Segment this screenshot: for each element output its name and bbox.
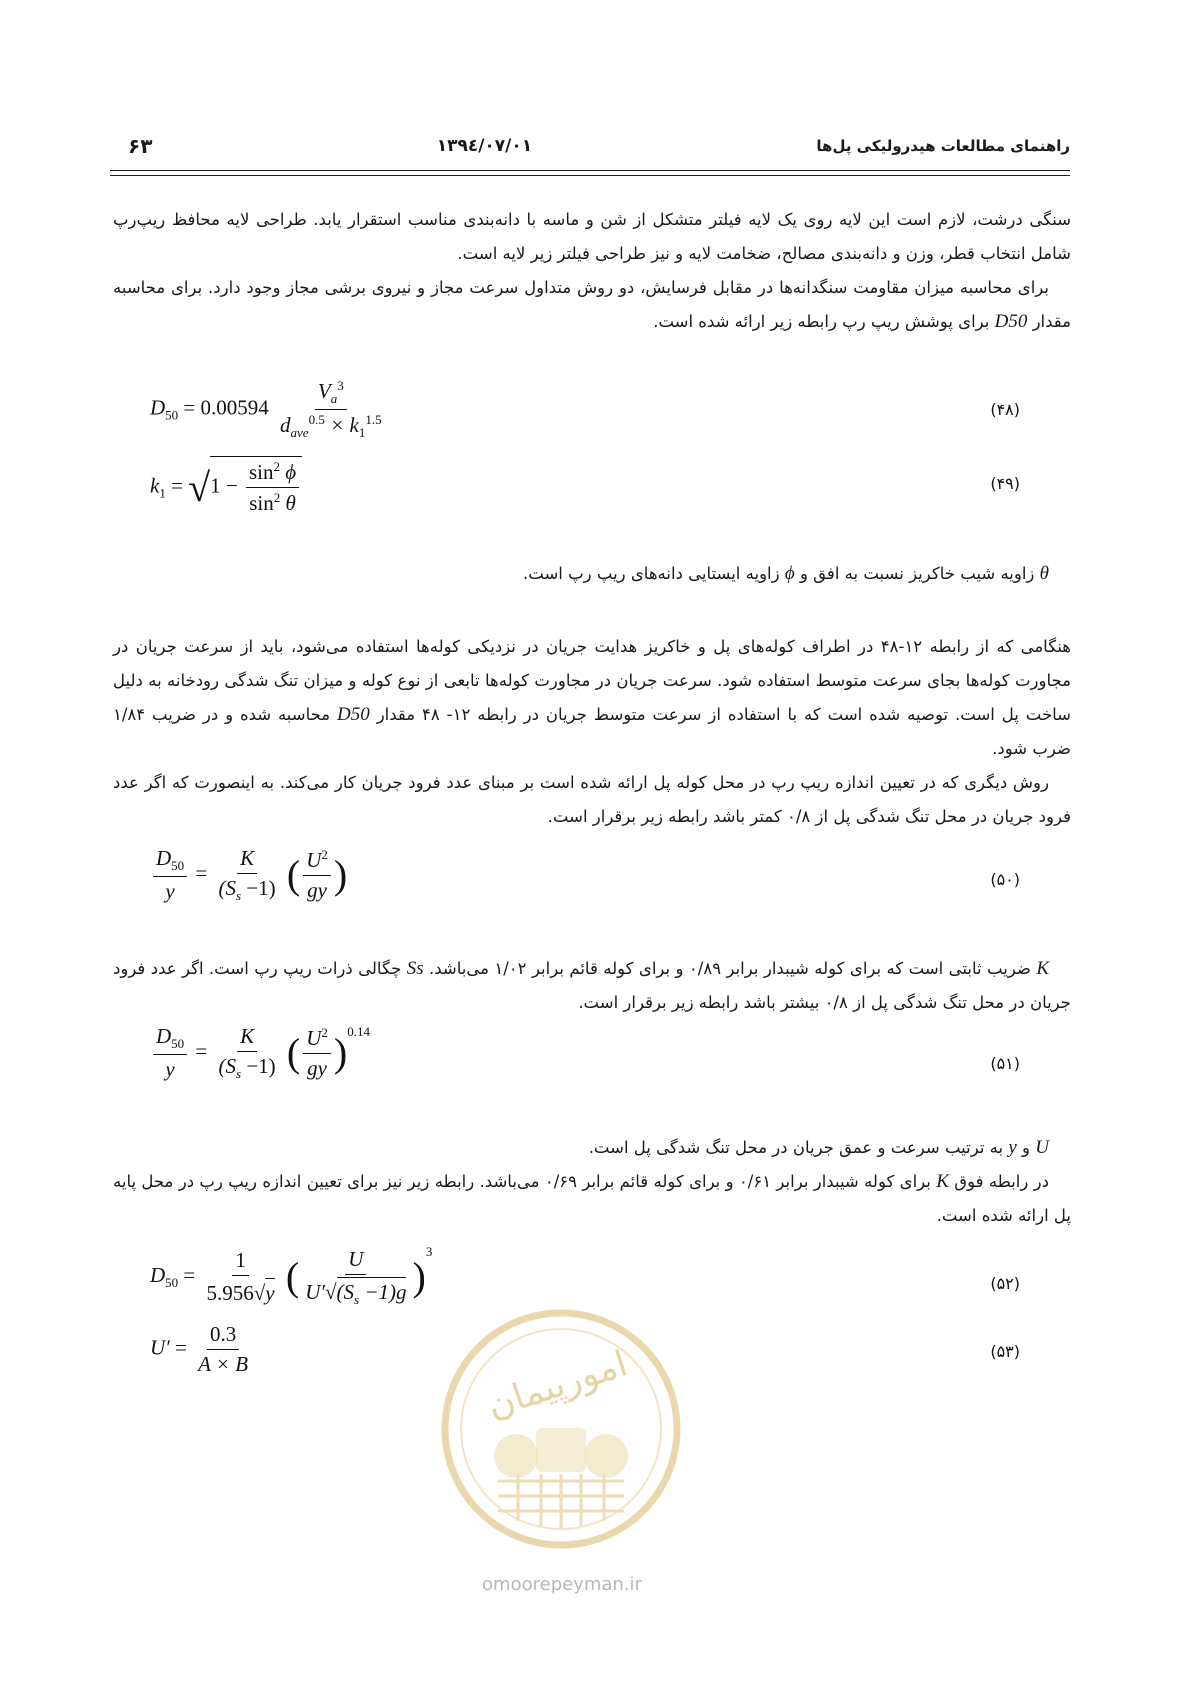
theta-desc-text1: زاویه شیب خاکریز نسبت به افق و: [799, 564, 1035, 583]
watermark-url: omoorepeyman.ir: [482, 1574, 642, 1595]
para3-line2: سرعت جریان در مجاورت کوله‌ها بجای سرعت متوسط استفاده شود. سرعت جریان در مجاورت کوله‌ها تابعی از نوع کوله و: [113, 637, 1071, 690]
equation-49: $k_1 = √1$ − $\frac{\sin^2 \phi}{\sin^2 \theta}$ (۴۹): [150, 456, 1070, 516]
equation-number-52: (۵۲): [990, 1274, 1020, 1293]
header-rule-top: [110, 170, 1070, 171]
equation-52: $D_{50}$ = $\frac{1}{5.956√y}$ ( $\frac{U}{U'√(S_s -1)g}$ )$^3$ (۵۲): [150, 1244, 1020, 1307]
var-d50: D50: [994, 311, 1028, 332]
equation-number-48: (۴۸): [990, 400, 1020, 419]
var-y: y: [1008, 1137, 1017, 1158]
equation-number-51: (۵۱): [990, 1054, 1020, 1073]
equation-51: $\frac{D_{50}}{y}$ = $\frac{K}{(S_s -1)}$ ( $\frac{U^2}{gy}$ )$^{0.14}$ (۵۱): [150, 1024, 1070, 1104]
var-ss: Ss: [406, 958, 424, 979]
var-phi: ϕ: [784, 563, 795, 584]
header-rule-bottom: [110, 175, 1070, 176]
equation-number-50: (۵۰): [990, 870, 1020, 889]
page-number: ۶۳: [128, 134, 153, 158]
para6-text1: و: [1022, 1138, 1031, 1157]
var-theta: θ: [1039, 563, 1049, 584]
para7-line2: ریپ رپ در محل پایه پل ارائه شده است.: [113, 1172, 1071, 1225]
var-u: U: [1035, 1137, 1049, 1158]
para5-text2: چگالی ذرات ریپ رپ: [254, 959, 402, 978]
paragraph-froude: [113, 766, 1071, 834]
paragraph-theta: [113, 557, 1071, 591]
para4-line2: اینصورت که اگر عدد فرود جریان در محل تنگ شدگی پل از ۰/۸ کمتر باشد رابطه زیر برقرار است.: [113, 773, 1071, 826]
header-date: ۱۳۹٤/۰۷/۰۱: [436, 136, 533, 156]
para1-line1: سنگی درشت، لازم است این لایه روی یک لایه فیلتر متشکل از شن و ماسه با دانه‌بندی مناسب استقرار یابد. طراحی لایه: [226, 210, 1072, 229]
var-k-2: K: [936, 1171, 949, 1192]
paragraph-filter: [113, 203, 1071, 271]
para7-line1b: برای کوله شیبدار برابر ۰/۶۱ و برای کوله قائم برابر ۰/۶۹ می‌باشد. رابطه زیر نیز برای تعیین اندازه: [262, 1172, 931, 1191]
para5-text1: ضریب ثابتی است که برای کوله شیبدار برابر ۰/۸۹ و برای کوله قائم برابر ۱/۰۲ می‌باشد.: [429, 959, 1031, 978]
para3-line4a: ۴۸ مقدار: [376, 705, 440, 724]
equation-53: U′ = $\frac{0.3}{A \times B}$ (۵۳): [150, 1322, 1020, 1376]
para2-line2b: برای پوشش ریپ رپ رابطه زیر ارائه شده است.: [653, 312, 990, 331]
paragraph-pier: [113, 1165, 1071, 1233]
paragraph-methods: [113, 271, 1071, 339]
para3-line4b: محاسبه شده و در ضریب ۱/۸۴ ضرب شود.: [113, 705, 1071, 758]
page-header: [128, 128, 1070, 164]
theta-desc-text2: زاویه ایستایی دانه‌های ریپ رپ است.: [523, 564, 780, 583]
svg-text:امورپیمان: امورپیمان: [482, 1343, 633, 1427]
para3-line3: میزان تنگ شدگی رودخانه به دلیل ساخت پل است. توصیه شده است که با استفاده از سرعت متوسط جریان در رابطه ۱۲-: [113, 671, 1071, 724]
equation-48: $D_{50} = 0.00594$ $\frac{V_a^3}{d_{ave}^{0.5} \times k_1^{1.5}}$ (۴۸): [150, 378, 1020, 441]
para3-line1: هنگامی که از رابطه ۱۲-۴۸ در اطراف کوله‌های پل و خاکریز هدایت جریان در نزدیکی کوله‌ها استفاده می‌شود، باید از: [240, 637, 1071, 656]
para2-line1: برای محاسبه میزان مقاومت سنگدانه‌ها در مقابل فرسایش، دو روش متداول سرعت مجاز و نیروی برشی مجاز وجود: [246, 278, 1049, 297]
para1-line2: محافظ ریپ‌رپ شامل انتخاب قطر، وزن و دانه‌بندی مصالح، ضخامت لایه و نیز طراحی فیلتر زیر لایه است.: [113, 210, 1071, 263]
equation-50: $\frac{D_{50}}{y}$ = $\frac{K}{(S_s -1)}$ ( $\frac{U^2}{gy}$ ) (۵۰): [150, 846, 1070, 916]
para2-line2a: دارد. برای محاسبه مقدار: [113, 278, 1071, 331]
var-k: K: [1036, 958, 1050, 979]
para5-line2: است. اگر عدد فرود جریان در محل تنگ شدگی پل از ۰/۸ بیشتر باشد رابطه زیر برقرار است.: [113, 959, 1071, 1012]
var-d50-2: D50: [337, 704, 370, 725]
para4-line1: روش دیگری که در تعیین اندازه ریپ رپ در محل کوله پل ارائه شده است بر مبنای عدد فرود جریان کار می‌کند. به: [260, 773, 1049, 792]
watermark-logo: [438, 1306, 684, 1552]
paragraph-k-coefficient: [113, 952, 1071, 1020]
book-title: راهنمای مطالعات هیدرولیکی پل‌ها: [816, 137, 1070, 155]
equation-number-49: (۴۹): [990, 474, 1020, 493]
pier-paragraphs: [113, 1131, 1071, 1233]
para7-line1a: در رابطه فوق: [954, 1172, 1050, 1191]
equation-number-53: (۵۳): [990, 1342, 1020, 1361]
paragraph-abutment: [113, 630, 1071, 766]
intro-paragraphs: [113, 203, 1071, 339]
abutment-paragraphs: [113, 630, 1071, 834]
para6-text2: به ترتیب سرعت و عمق جریان در محل تنگ شدگی پل است.: [588, 1138, 1004, 1157]
